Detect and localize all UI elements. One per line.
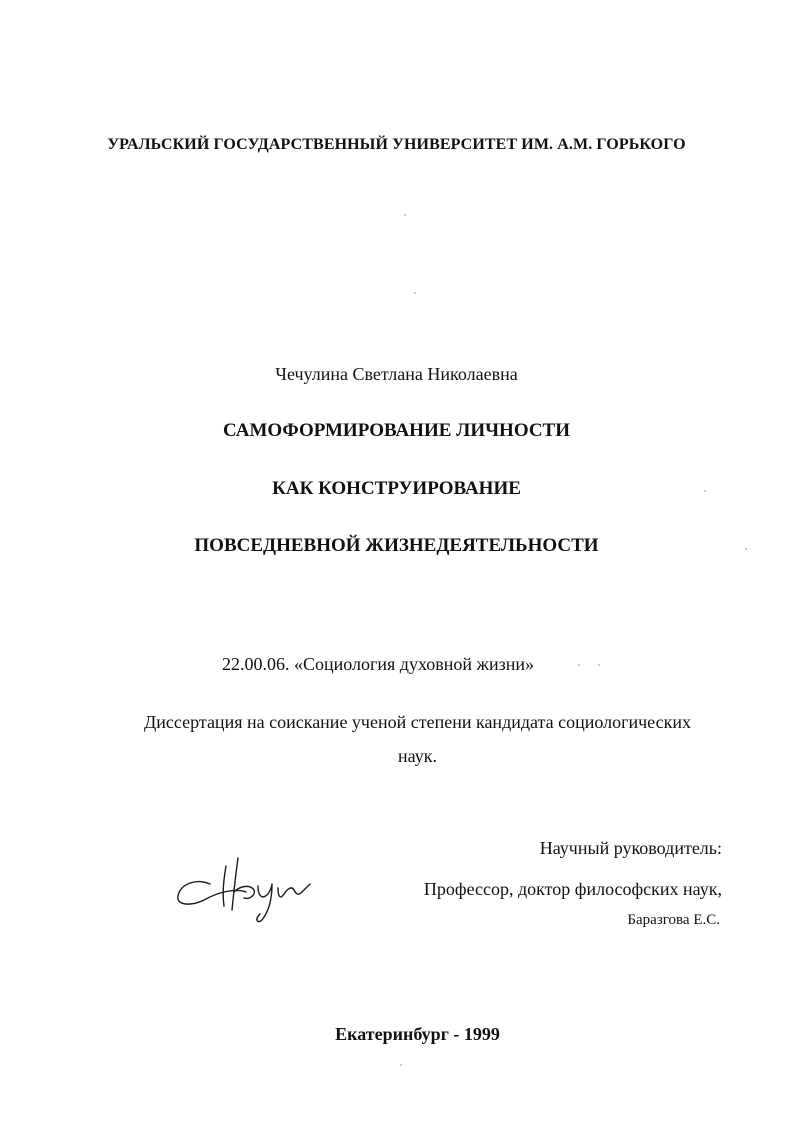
supervisor-name: Баразгова Е.С. xyxy=(627,912,720,928)
supervisor-title: Профессор, доктор философских наук, xyxy=(423,879,722,899)
dissertation-line-1: Диссертация на соискание ученой степени кандидата социологических xyxy=(144,712,691,732)
title-line-1: САМОФОРМИРОВАНИЕ ЛИЧНОСТИ xyxy=(222,420,571,441)
specialty-code: 22.00.06. «Социология духовной жизни» xyxy=(222,654,534,674)
university-name: УРАЛЬСКИЙ ГОСУДАРСТВЕННЫЙ УНИВЕРСИТЕТ ИМ. А.М. ГОРЬКОГО xyxy=(107,136,686,153)
place-and-year: Екатеринбург - 1999 xyxy=(335,1024,500,1044)
signature-icon xyxy=(174,848,314,926)
scan-speck xyxy=(404,214,406,216)
scan-speck xyxy=(400,1064,402,1066)
author-name: Чечулина Светлана Николаевна xyxy=(275,364,518,384)
scan-speck xyxy=(598,664,600,666)
dissertation-line-2: наук. xyxy=(398,746,437,766)
scan-speck xyxy=(578,664,580,666)
scan-speck xyxy=(704,490,706,492)
title-line-2: КАК КОНСТРУИРОВАНИЕ xyxy=(272,478,521,499)
supervisor-label: Научный руководитель: xyxy=(539,838,722,858)
scan-speck xyxy=(745,548,747,550)
scan-speck xyxy=(414,292,416,294)
title-line-3: ПОВСЕДНЕВНОЙ ЖИЗНЕДЕЯТЕЛЬНОСТИ xyxy=(194,535,599,556)
